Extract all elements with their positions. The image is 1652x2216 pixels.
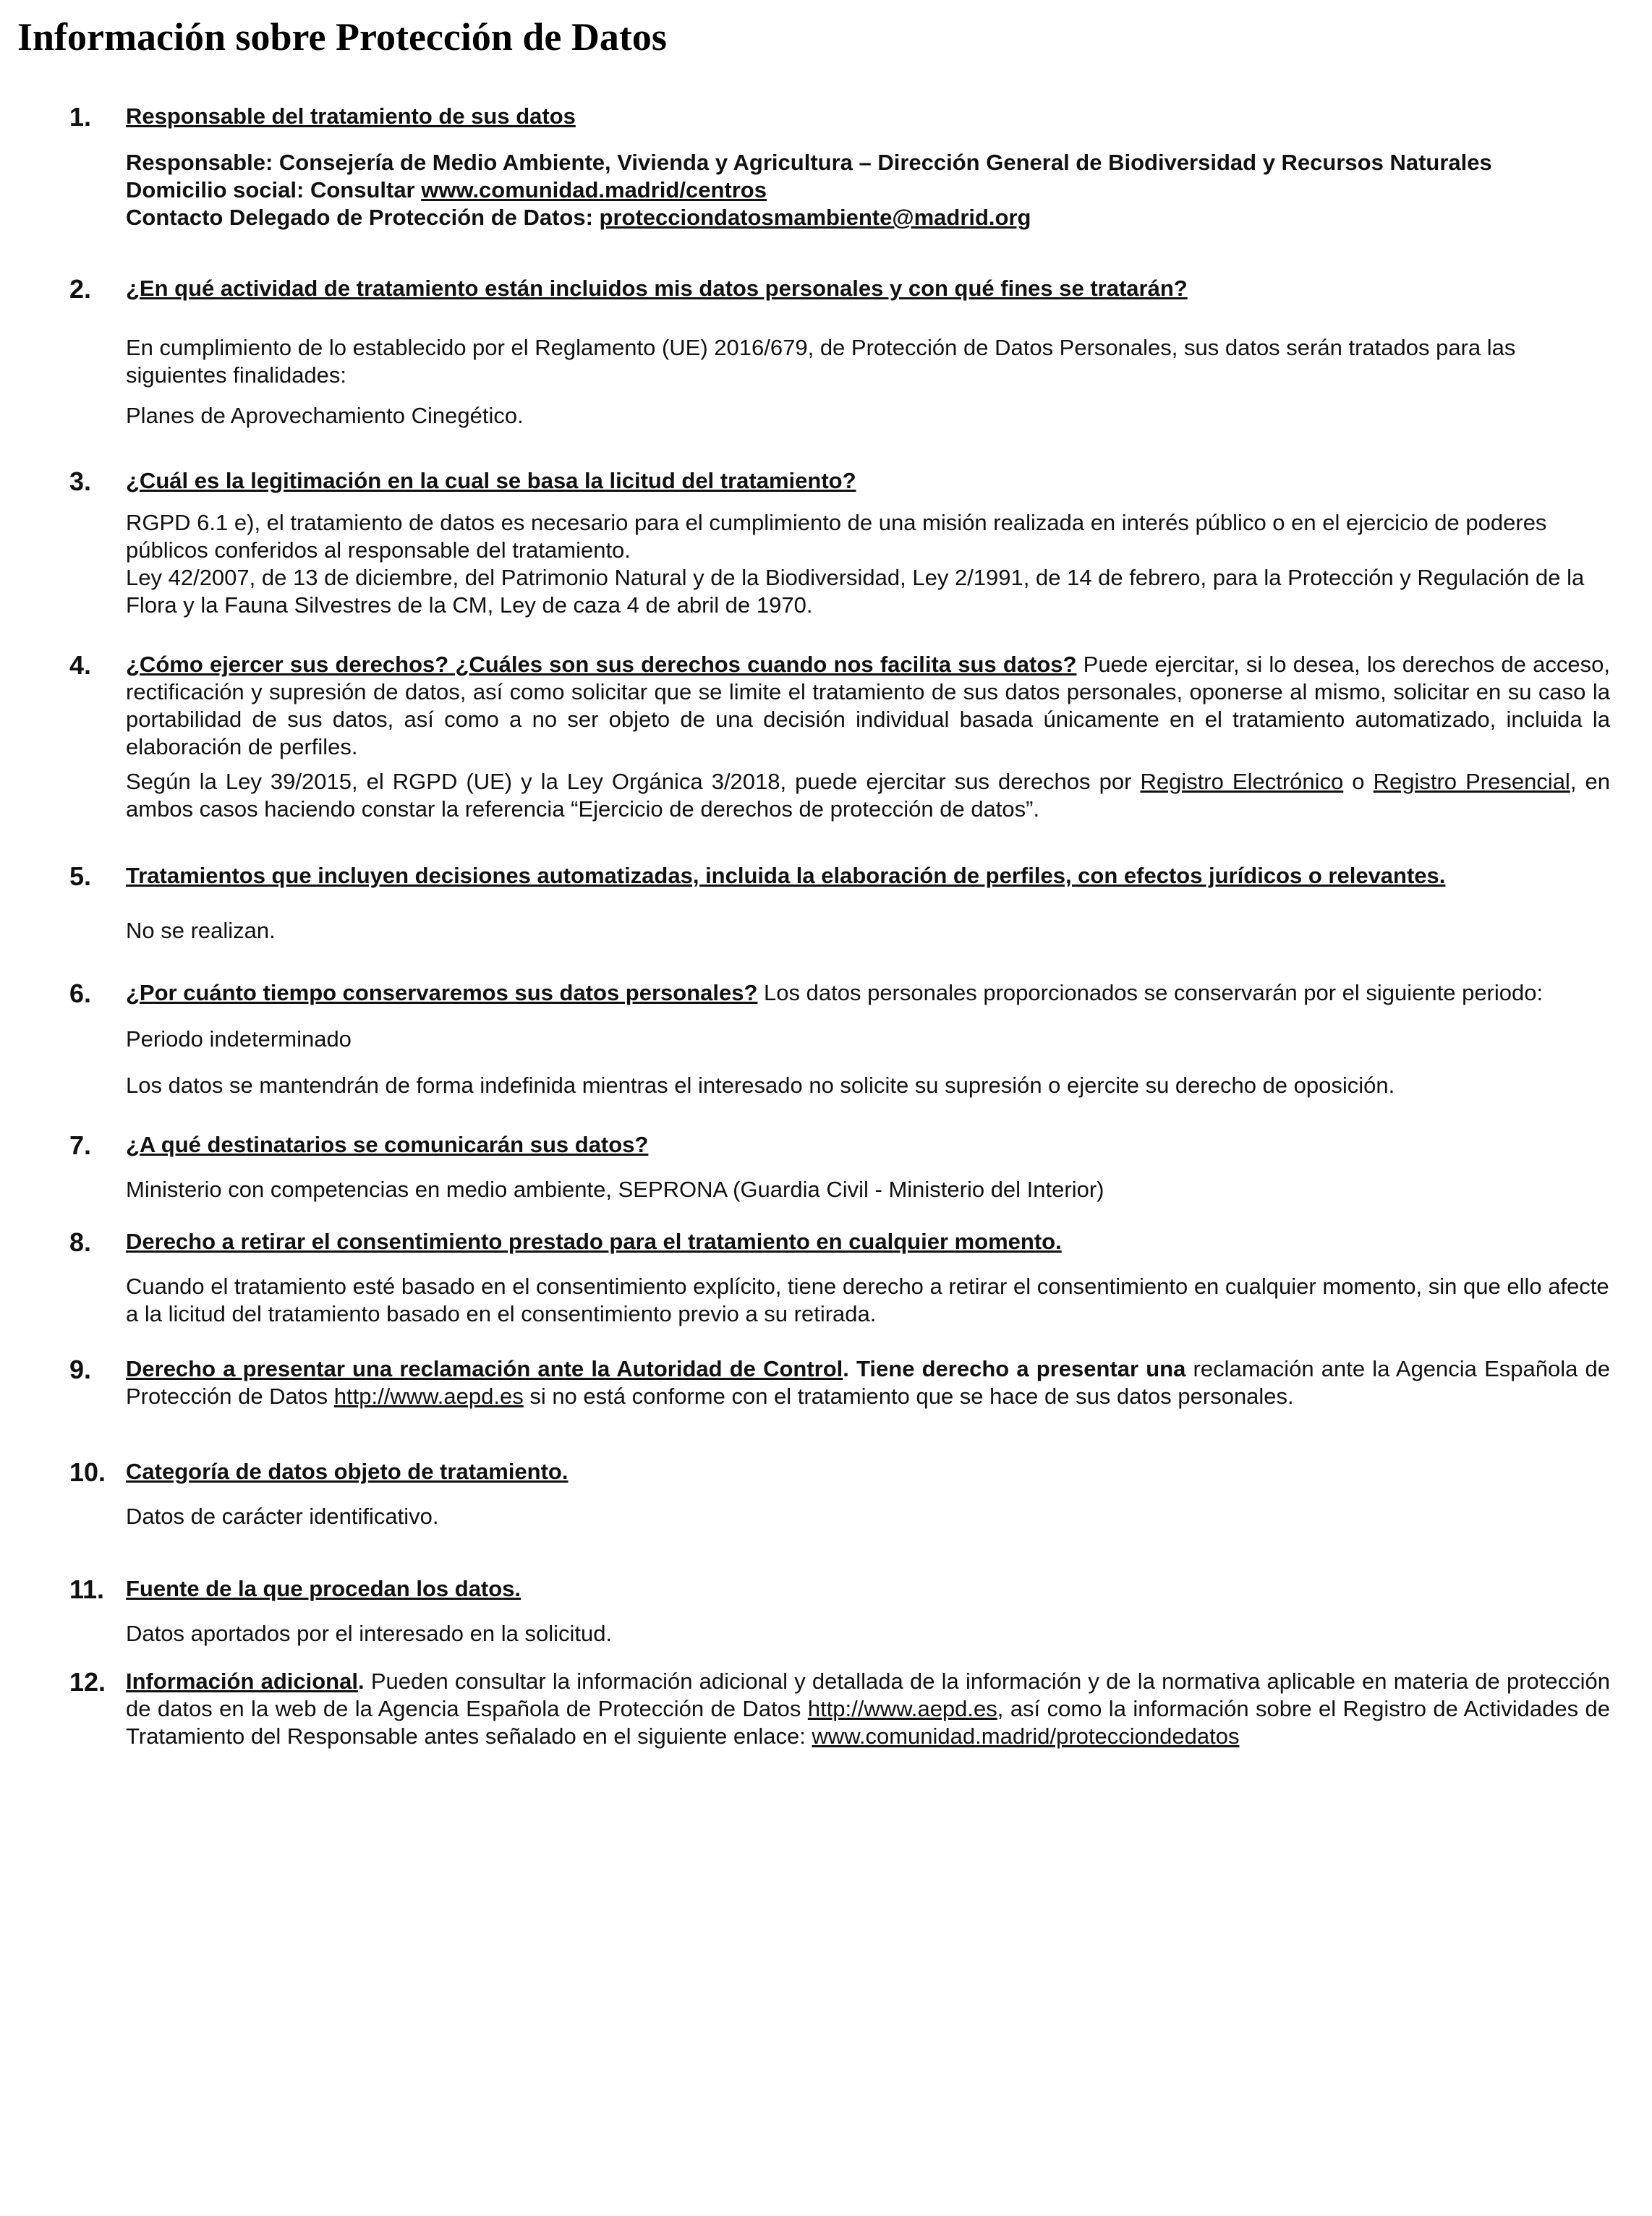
aepd-link[interactable]: http://www.aepd.es xyxy=(807,1696,997,1721)
aepd-link[interactable]: http://www.aepd.es xyxy=(333,1384,524,1409)
section-number: 4. xyxy=(69,650,92,680)
section-heading: Categoría de datos objeto de tratamiento. xyxy=(126,1459,569,1484)
section-number: 5. xyxy=(69,861,92,891)
proteccion-datos-link[interactable]: www.comunidad.madrid/protecciondedatos xyxy=(812,1723,1240,1749)
section-number: 12. xyxy=(69,1667,106,1697)
section-number: 2. xyxy=(69,274,92,304)
section-paragraph: Según la Ley 39/2015, el RGPD (UE) y la Ley Orgánica 3/2018, puede ejercitar sus derechos por Registro Electrónico o Registro Presencial, en ambos casos haciendo constar la referencia “Ejercicio de derechos de protección de datos”. xyxy=(126,769,1610,822)
section-number: 9. xyxy=(69,1355,92,1384)
section-heading: ¿Por cuánto tiempo conservaremos sus datos personales? xyxy=(126,980,758,1005)
section-paragraph: ¿Cómo ejercer sus derechos? ¿Cuáles son sus derechos cuando nos facilita sus datos? Puede ejercitar, si lo desea, los derechos de acceso, rectificación y supresión de datos, así como solicitar que se limite el tratamiento de sus datos personales, oponerse al mismo, solicitar en su caso la portabilidad de sus datos, así como a no ser objeto de una decisión individual basada únicamente en el tratamiento automatizado, incluida la elaboración de perfiles. xyxy=(126,652,1611,759)
section-paragraph: Datos de carácter identificativo. xyxy=(126,1504,439,1529)
section-paragraph: En cumplimiento de lo establecido por el Reglamento (UE) 2016/679, de Protección de Datos Personales, sus datos serán tratados para las siguientes finalidades: xyxy=(126,335,1516,388)
section-heading: ¿A qué destinatarios se comunicarán sus datos? xyxy=(126,1132,649,1157)
section-paragraph: Ministerio con competencias en medio ambiente, SEPRONA (Guardia Civil - Ministerio del Interior) xyxy=(126,1177,1104,1202)
section-paragraph: Cuando el tratamiento esté basado en el consentimiento explícito, tiene derecho a retirar el consentimiento en cualquier momento, sin que ello afecte a la licitud del tratamiento basado en el consentimiento previo a su retirada. xyxy=(126,1274,1609,1326)
section-heading: Derecho a presentar una reclamación ante la Autoridad de Control xyxy=(126,1356,843,1381)
section-number: 11. xyxy=(69,1574,105,1604)
section-number: 10. xyxy=(69,1457,106,1487)
section-number: 3. xyxy=(69,466,92,496)
section-paragraph: Periodo indeterminado xyxy=(126,1026,352,1052)
section-number: 7. xyxy=(69,1130,92,1160)
section-paragraph: RGPD 6.1 e), el tratamiento de datos es necesario para el cumplimiento de una misión realizada en interés público o en el ejercicio de poderes públicos conferidos al responsable del tratamiento. xyxy=(126,510,1547,563)
section-heading: ¿Cómo ejercer sus derechos? ¿Cuáles son sus derechos cuando nos facilita sus datos? xyxy=(126,652,1077,677)
page-title: Información sobre Protección de Datos xyxy=(17,15,667,59)
section-heading: ¿Cuál es la legitimación en la cual se basa la licitud del tratamiento? xyxy=(126,468,856,493)
section-number: 6. xyxy=(69,979,92,1008)
section-heading: Información adicional xyxy=(126,1669,358,1694)
registro-presencial-link[interactable]: Registro Presencial xyxy=(1373,769,1570,794)
section-heading: Tratamientos que incluyen decisiones automatizadas, incluida la elaboración de perfiles, con efectos jurídicos o relevantes. xyxy=(126,863,1446,888)
section-heading: Derecho a retirar el consentimiento prestado para el tratamiento en cualquier momento. xyxy=(126,1229,1062,1254)
section-paragraph: Los datos se mantendrán de forma indefinida mientras el interesado no solicite su supresión o ejercite su derecho de oposición. xyxy=(126,1073,1395,1098)
section-paragraph: Ley 42/2007, de 13 de diciembre, del Patrimonio Natural y de la Biodiversidad, Ley 2/1991, de 14 de febrero, para la Protección y Regulación de la Flora y la Fauna Silvestres de la CM, Ley de caza 4 de abril de 1970. xyxy=(126,565,1585,618)
section-paragraph: No se realizan. xyxy=(126,918,276,943)
domicilio-line: Domicilio social: Consultar www.comunidad.madrid/centros xyxy=(126,177,767,203)
section-paragraph: Planes de Aprovechamiento Cinegético. xyxy=(126,403,524,428)
section-paragraph: Información adicional. Pueden consultar la información adicional y detallada de la información y de la normativa aplicable en materia de protección de datos en la web de la Agencia Española de Protección de Datos http://www.aepd.es, así como la información sobre el Registro de Actividades de Tratamiento del Responsable antes señalado en el siguiente enlace: www.comunidad.madrid/protecciondedatos xyxy=(126,1669,1610,1749)
section-paragraph: ¿Por cuánto tiempo conservaremos sus datos personales? Los datos personales proporcionados se conservarán por el siguiente periodo: xyxy=(126,980,1544,1005)
section-number: 1. xyxy=(69,102,92,132)
registro-electronico-link[interactable]: Registro Electrónico xyxy=(1140,769,1344,794)
section-paragraph: Derecho a presentar una reclamación ante la Autoridad de Control. Tiene derecho a presentar una reclamación ante la Agencia Española de Protección de Datos http://www.aepd.es si no está conforme con el tratamiento que se hace de sus datos personales. xyxy=(126,1356,1610,1409)
section-heading: ¿En qué actividad de tratamiento están incluidos mis datos personales y con qué fines se tratarán? xyxy=(126,276,1188,301)
dpo-email-link[interactable]: protecciondatosmambiente@madrid.org xyxy=(599,205,1031,230)
responsable-line: Responsable: Consejería de Medio Ambiente, Vivienda y Agricultura – Dirección General de Biodiversidad y Recursos Naturales xyxy=(126,150,1492,175)
section-heading: Responsable del tratamiento de sus datos xyxy=(126,103,576,129)
section-number: 8. xyxy=(69,1227,92,1257)
section-paragraph: Datos aportados por el interesado en la solicitud. xyxy=(126,1621,613,1646)
centros-link[interactable]: www.comunidad.madrid/centros xyxy=(421,177,767,203)
section-heading: Fuente de la que procedan los datos. xyxy=(126,1576,521,1601)
contacto-line: Contacto Delegado de Protección de Datos: protecciondatosmambiente@madrid.org xyxy=(126,205,1031,230)
